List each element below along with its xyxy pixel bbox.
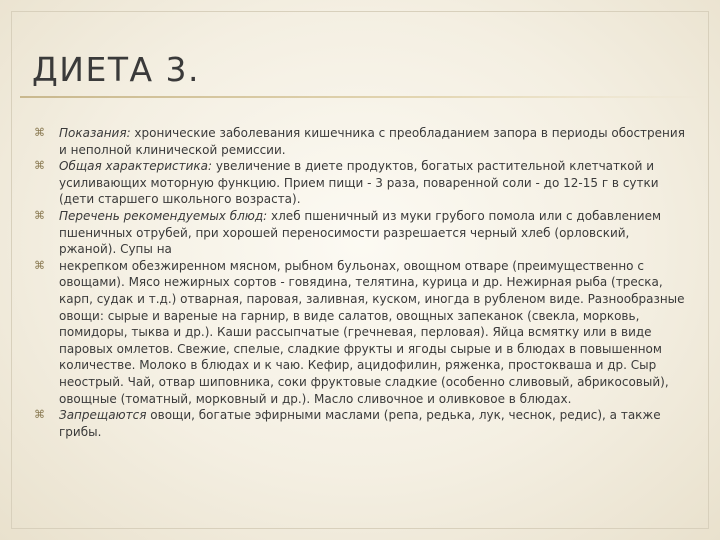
slide-title: ДИЕТА 3. [32,50,201,89]
list-item-prohibited [34,407,686,440]
bullet-icon: ⌘ [34,408,45,422]
item-lead: Общая характеристика: [59,159,213,174]
item-text: хлеб пшеничный из муки грубого помола или с добавлением пшеничных отрубей, при хорошей переносимости разрешается черный хлеб (орловский, ржаной). Супы на [59,208,662,257]
list-item-indications [34,125,686,158]
item-text: увеличение в диете продуктов, богатых растительной клетчаткой и усиливающих моторную функцию. Прием пищи - 3 раза, поваренной соли - до 12-15 г в сутки (дети старшего школьного возраста). [59,159,659,207]
item-text: некрепком обезжиренном мясном, рыбном бульонах, овощном отваре (преимущественно с овощами). Мясо нежирных сортов - говядина, телятина, курица и др. Нежирная рыба (треска, карп, судак и т.д.) отварная, паровая, заливная, куском, иногда в рубленом виде. Разнообразные овощи: сырые и вареные на гарнир, в виде салатов, овощных запеканок (свекла, морковь, помидоры, тыква и др.). Каши рассыпчатые (гречневая, перловая). Яйца всмятку или в виде паровых омлетов. Свежие, спелые, сладкие фрукты и ягоды сырые и в блюдах в повышенном количестве. Молоко в блюдах и к чаю. Кефир, ацидофилин, ряженка, простокваша и др. Сыр неострый. Чай, отвар шиповника, соки фруктовые сладкие (особенно сливовый, абрикосовый), овощные (томатный, морковный и др.). Масло сливочное и оливковое в блюдах. [59,258,685,406]
list-item-general-characteristics [34,158,686,208]
item-text: овощи, богатые эфирными маслами (репа, редька, лук, чеснок, редис), а также грибы. [59,408,661,439]
item-text: хронические заболевания кишечника с преобладанием запора в периоды обострения и неполной клинической ремиссии. [59,126,685,157]
item-lead: Показания: [59,126,131,140]
item-lead: Запрещаются [59,408,147,423]
list-item-recommended-dishes-continued [34,258,686,407]
bullet-icon: ⌘ [34,159,45,173]
bullet-icon: ⌘ [34,208,45,222]
list-item-recommended-dishes [34,208,686,258]
bullet-list [34,125,686,440]
title-divider [20,96,700,98]
item-lead: Перечень рекомендуемых блюд: [59,208,268,223]
bullet-icon: ⌘ [34,258,45,272]
bullet-icon: ⌘ [34,126,45,139]
